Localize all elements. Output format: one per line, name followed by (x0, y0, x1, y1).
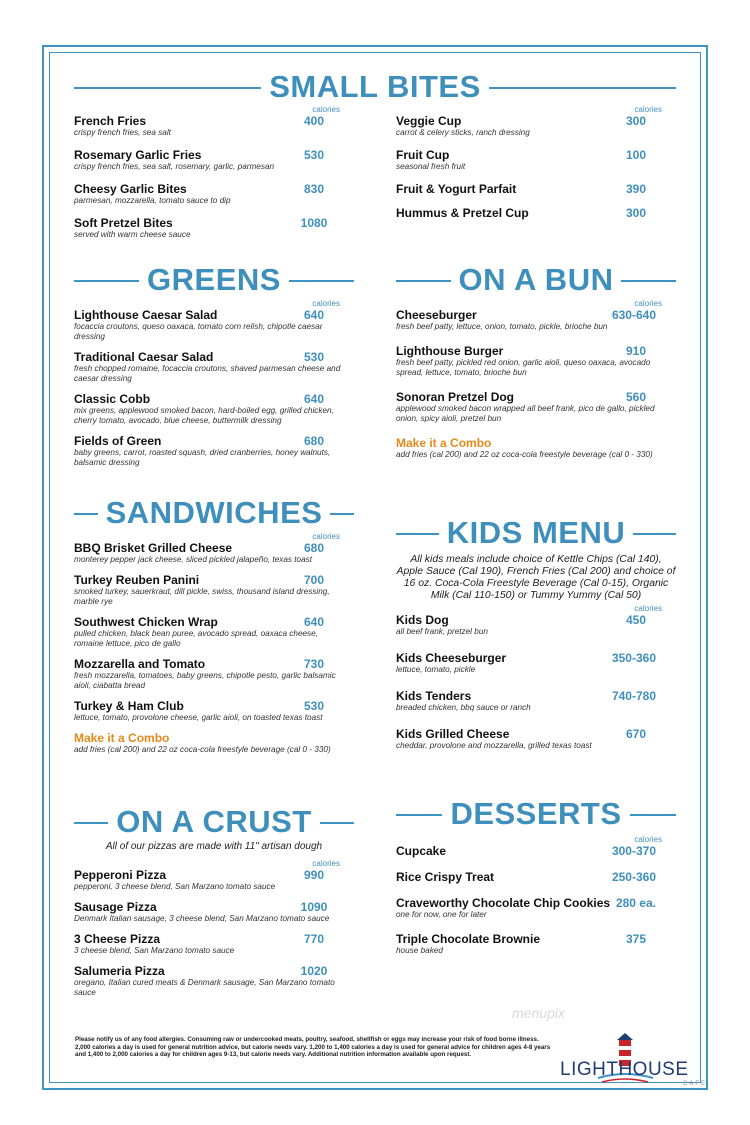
menu-item-description: all beef frank, pretzel bun (396, 627, 488, 636)
desserts-header (396, 795, 676, 833)
menu-item-name: Cheesy Garlic Bites (74, 182, 187, 196)
allergy-disclaimer: Please notify us of any food allergies. Consuming raw or undercooked meats, poultry, seafood, shellfish or eggs may increase your risk of food borne illness. 2,000 calories a day is used for general nutrition advice, but calorie needs vary. 1,200 to 1,400 calories a day is used for general advice for children ages 4-8 years and 1,400 to 2,000 calories a day for children ages 9-13, but calorie needs vary. Additional nutrition information available upon request. (75, 1036, 551, 1059)
menu-item-name: Classic Cobb (74, 392, 151, 406)
menu-item-calories: 770 (303, 932, 325, 946)
menu-item-name: BBQ Brisket Grilled Cheese (74, 541, 233, 555)
on-a-bun-title: ON A BUN (451, 261, 622, 299)
menu-item-name: Kids Cheeseburger (396, 651, 507, 665)
menu-item (396, 182, 676, 196)
menu-item (74, 434, 354, 468)
menu-item-description: 3 cheese blend, San Marzano tomato sauce (74, 946, 235, 955)
watermark: menupix (512, 1005, 565, 1021)
menu-item-name: Rice Crispy Treat (396, 870, 495, 884)
small-bites-right-column (396, 105, 676, 230)
menu-item (74, 182, 354, 206)
logo-subtitle: CAFE (683, 1081, 708, 1087)
menu-item (396, 148, 676, 172)
lighthouse-cafe-logo (558, 1030, 708, 1090)
menu-item (396, 390, 676, 424)
menu-item-name: Kids Grilled Cheese (396, 727, 510, 741)
menu-item (74, 900, 354, 924)
menu-item-calories: 530 (303, 350, 325, 364)
combo-name: Make it a Combo (74, 731, 170, 745)
on-a-bun-header (396, 261, 676, 299)
menu-item-description: pulled chicken, black bean puree, avocado spread, oaxaca cheese, romaine lettuce, pico de gallo (74, 629, 318, 648)
menu-item (396, 344, 676, 378)
desserts-title: DESSERTS (442, 795, 629, 833)
menu-item-name: Pepperoni Pizza (74, 868, 167, 882)
menu-item-name: French Fries (74, 114, 147, 128)
menu-item (74, 541, 354, 565)
menu-item-name: Turkey & Ham Club (74, 699, 184, 713)
menu-item (396, 613, 676, 637)
combo-desc: add fries (cal 200) and 22 oz coca-cola freestyle beverage (cal 0 - 330) (396, 450, 653, 459)
menu-item-description: mix greens, applewood smoked bacon, hard-boiled egg, grilled chicken, cherry tomato, avocado, blue cheese, buttermilk dressing (74, 406, 334, 425)
menu-item-name: Craveworthy Chocolate Chip Cookies (396, 896, 611, 910)
menu-item-description: oregano, Italian cured meats & Denmark sausage, San Marzano tomato sauce (74, 978, 335, 997)
menu-item-calories: 740-780 (611, 689, 656, 703)
menu-item-description: served with warm cheese sauce (74, 230, 191, 239)
menu-item-name: Fruit Cup (396, 148, 450, 162)
on-a-bun-section (396, 261, 676, 467)
calories-label: calories (634, 835, 662, 844)
menu-item-calories: 1090 (300, 900, 328, 914)
menu-item-calories: 630-640 (611, 308, 656, 322)
menu-item (74, 114, 354, 138)
menu-item-calories: 390 (625, 182, 647, 196)
menu-item (74, 573, 354, 607)
calories-label: calories (312, 859, 340, 868)
calories-label: calories (634, 604, 662, 613)
menu-item-description: smoked turkey, sauerkraut, dill pickle, swiss, thousand island dressing, marble rye (74, 587, 330, 606)
greens-header (74, 261, 354, 299)
menu-item-calories: 530 (303, 148, 325, 162)
small-bites-title: SMALL BITES (261, 68, 489, 106)
menu-item-name: Salumeria Pizza (74, 964, 165, 978)
calories-label: calories (634, 105, 662, 114)
calories-label: calories (312, 105, 340, 114)
menu-item-name: Mozzarella and Tomato (74, 657, 206, 671)
menu-item-name: Triple Chocolate Brownie (396, 932, 541, 946)
menu-item (74, 868, 354, 892)
logo-wordmark: LIGHTHOUSE (560, 1059, 689, 1080)
menu-item-name: Turkey Reuben Panini (74, 573, 200, 587)
menu-item-name: 3 Cheese Pizza (74, 932, 161, 946)
menu-item-description: lettuce, tomato, pickle (396, 665, 476, 674)
menu-item-calories: 300 (625, 114, 647, 128)
combo-offer (74, 731, 354, 755)
menu-item-calories: 300 (625, 206, 647, 220)
small-bites-left-column (74, 105, 354, 250)
menu-item-description: baby greens, carrot, roasted squash, dried cranberries, honey walnuts, balsamic dressing (74, 448, 331, 467)
menu-item-calories: 450 (625, 613, 647, 627)
menu-item-calories: 350-360 (611, 651, 656, 665)
menu-item-name: Fruit & Yogurt Parfait (396, 182, 517, 196)
menu-item-calories: 680 (303, 541, 325, 555)
menu-item-name: Fields of Green (74, 434, 162, 448)
on-a-crust-title: ON A CRUST (108, 803, 320, 841)
calories-label: calories (634, 299, 662, 308)
menu-item-description: monterey pepper jack cheese, sliced pickled jalapeño, texas toast (74, 555, 313, 564)
menu-item-calories: 830 (303, 182, 325, 196)
menu-item (396, 896, 676, 920)
menu-item-name: Kids Dog (396, 613, 449, 627)
menu-item-calories: 100 (625, 148, 647, 162)
calories-label: calories (312, 532, 340, 541)
on-a-crust-note: All of our pizzas are made with 11" artisan dough (105, 841, 323, 852)
kids-menu-header (396, 514, 676, 552)
greens-title: GREENS (139, 261, 289, 299)
combo-name: Make it a Combo (396, 436, 492, 450)
menu-item-description: cheddar, provolone and mozzarella, grilled texas toast (396, 741, 592, 750)
menu-item (396, 844, 676, 858)
menu-item (74, 216, 354, 240)
menu-item (396, 932, 676, 956)
menu-item-description: parmesan, mozzarella, tomato sauce to dip (74, 196, 231, 205)
menu-item-name: Traditional Caesar Salad (74, 350, 214, 364)
menu-item (396, 870, 676, 884)
menu-item-name: Rosemary Garlic Fries (74, 148, 202, 162)
menu-item-name: Southwest Chicken Wrap (74, 615, 218, 629)
menu-item (396, 308, 676, 332)
menu-item (74, 148, 354, 172)
menu-item-description: one for now, one for later (396, 910, 487, 919)
menu-item (74, 350, 354, 384)
menu-item-description: fresh chopped romaine, focaccia croutons, shaved parmesan cheese and caesar dressing (74, 364, 341, 383)
menu-item-name: Sausage Pizza (74, 900, 157, 914)
kids-menu-note: All kids meals include choice of Kettle Chips (Cal 140), Apple Sauce (Cal 190), French Fries (Cal 200) and choice of 16 oz. Coca-Cola Freestyle Beverage (Cal 0-15), Organic Milk (Cal 110-150) or Tummy Yummy (Cal 50) (396, 554, 676, 601)
menu-item-description: breaded chicken, bbq sauce or ranch (396, 703, 531, 712)
desserts-section (396, 795, 676, 968)
menu-item-name: Lighthouse Burger (396, 344, 504, 358)
menu-item-name: Veggie Cup (396, 114, 462, 128)
menu-item-name: Lighthouse Caesar Salad (74, 308, 218, 322)
menu-item-calories: 280 ea. (615, 896, 656, 910)
menu-item-name: Soft Pretzel Bites (74, 216, 173, 230)
menu-item-calories: 670 (625, 727, 647, 741)
menu-item-description: seasonal fresh fruit (396, 162, 466, 171)
menu-item-description: focaccia croutons, queso oaxaca, tomato corn relish, chipotle caesar dressing (74, 322, 323, 341)
calories-label: calories (312, 299, 340, 308)
menu-item-name: Kids Tenders (396, 689, 472, 703)
menu-item (74, 932, 354, 956)
menu-item-description: Denmark Italian sausage, 3 cheese blend, San Marzano tomato sauce (74, 914, 330, 923)
kids-menu-title: KIDS MENU (439, 514, 633, 552)
menu-item-calories: 680 (303, 434, 325, 448)
menu-item (74, 615, 354, 649)
small-bites-header (74, 68, 676, 106)
menu-item (74, 308, 354, 342)
menu-item-description: fresh beef patty, pickled red onion, garlic aioli, queso oaxaca, avocado spread, lettuce, tomato, brioche bun (396, 358, 651, 377)
kids-menu-section (396, 514, 676, 765)
menu-item (396, 206, 676, 220)
menu-item (74, 964, 354, 998)
menu-item (396, 114, 676, 138)
on-a-crust-section (74, 803, 354, 1006)
combo-desc: add fries (cal 200) and 22 oz coca-cola freestyle beverage (cal 0 - 330) (74, 745, 331, 754)
combo-offer (396, 436, 676, 460)
menu-item-description: lettuce, tomato, provolone cheese, garlic aioli, on toasted texas toast (74, 713, 323, 722)
small-bites-section (74, 68, 676, 106)
menu-item (74, 392, 354, 426)
menu-item-calories: 560 (625, 390, 647, 404)
menu-item-description: crispy french fries, sea salt, rosemary, garlic, parmesan (74, 162, 275, 171)
menu-item-calories: 250-360 (611, 870, 656, 884)
menu-item-description: carrot & celery sticks, ranch dressing (396, 128, 530, 137)
menu-item (396, 689, 676, 713)
on-a-crust-header (74, 803, 354, 841)
sandwiches-title: SANDWICHES (98, 494, 331, 532)
menu-item (74, 699, 354, 723)
menu-item-name: Cupcake (396, 844, 447, 858)
menu-item (74, 657, 354, 691)
menu-item-calories: 530 (303, 699, 325, 713)
menu-item-calories: 700 (303, 573, 325, 587)
menu-item-calories: 640 (303, 308, 325, 322)
menu-item-name: Hummus & Pretzel Cup (396, 206, 529, 220)
menu-item-calories: 1020 (300, 964, 328, 978)
menu-item-calories: 910 (625, 344, 647, 358)
menu-item-description: fresh beef patty, lettuce, onion, tomato, pickle, brioche bun (396, 322, 608, 331)
menu-item-description: crispy french fries, sea salt (74, 128, 171, 137)
menu-item-calories: 640 (303, 615, 325, 629)
menu-item-description: pepperoni, 3 cheese blend, San Marzano tomato sauce (74, 882, 276, 891)
greens-section (74, 261, 354, 476)
menu-item-calories: 300-370 (611, 844, 656, 858)
menu-item-description: house baked (396, 946, 443, 955)
menu-item-calories: 730 (303, 657, 325, 671)
menu-item-calories: 640 (303, 392, 325, 406)
sandwiches-section (74, 494, 354, 762)
menu-item-calories: 400 (303, 114, 325, 128)
menu-item-calories: 375 (625, 932, 647, 946)
menu-item-description: fresh mozzarella, tomatoes, baby greens, chipotle pesto, garlic balsamic aioli, ciabatta bread (74, 671, 336, 690)
menu-item-calories: 990 (303, 868, 325, 882)
menu-item-name: Sonoran Pretzel Dog (396, 390, 515, 404)
menu-item (396, 651, 676, 675)
menu-item-name: Cheeseburger (396, 308, 477, 322)
sandwiches-header (74, 494, 354, 532)
menu-item-description: applewood smoked bacon wrapped all beef frank, pico de gallo, pickled onion, spicy aioli, pretzel bun (396, 404, 655, 423)
menu-item-calories: 1080 (300, 216, 328, 230)
menu-item (396, 727, 676, 751)
